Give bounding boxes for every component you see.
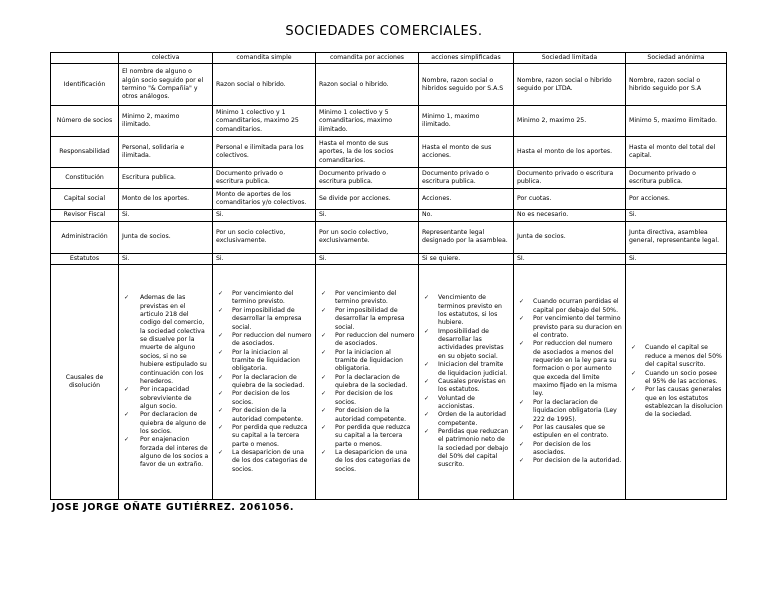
header-comandita-acciones: comandita por acciones xyxy=(316,53,419,64)
cause-item: ✓ La desaparicion de una de los dos categorias de socios. xyxy=(319,449,415,474)
row-label: Identificación xyxy=(51,64,119,106)
row-revisor-fiscal xyxy=(51,210,727,221)
table-cell: Hasta el monto de los aportes. xyxy=(514,137,626,168)
cause-item: ✓ Por decision de la autoridad competente. xyxy=(319,407,415,424)
page-title: SOCIEDADES COMERCIALES. xyxy=(285,24,483,39)
table-cell: Si. xyxy=(316,210,419,221)
table-cell: Hasta el monto de sus aportes, la de los socios comanditarios. xyxy=(316,137,419,168)
cause-item: ✓ Por enajenacion forzada del interes de alguno de los socios a favor de un extraño. xyxy=(122,436,209,469)
table-cell: Minimo 1, maximo ilimitado. xyxy=(419,106,514,137)
header-sociedad-anonima: Sociedad anónima xyxy=(626,53,727,64)
table-cell: Documento privado o escritura publica. xyxy=(626,168,727,189)
row-label: Número de socios xyxy=(51,106,119,137)
header-acciones-simplificadas: acciones simplificadas xyxy=(419,53,514,64)
causes-list xyxy=(319,290,415,474)
table-cell: Documento privado o escritura publica. xyxy=(419,168,514,189)
cause-item: ✓ La desaparicion de una de los dos categorias de socios. xyxy=(216,449,312,474)
cause-item: ✓ Cuando el capital se reduce a menos del 50% del capital suscrito. xyxy=(629,344,723,369)
row-responsabilidad xyxy=(51,137,727,168)
table-cell: Minimo 1 colectivo y 5 comanditarios, maximo ilimitado. xyxy=(316,106,419,137)
cause-item: ✓ Cuando un socio posee el 95% de las acciones. xyxy=(629,370,723,387)
causes-cell xyxy=(419,265,514,500)
cause-item: ✓ Por decision de los socios. xyxy=(216,390,312,407)
table-cell: Minimo 5, maximo ilimitado. xyxy=(626,106,727,137)
table-cell: Monto de aportes de los comanditarios y/o colectivos. xyxy=(213,189,316,210)
row-label: Estatutos xyxy=(51,253,119,264)
row-label: Revisor Fiscal xyxy=(51,210,119,221)
table-cell: Minimo 1 colectivo y 1 comanditarios, maximo 25 comanditarios. xyxy=(213,106,316,137)
table-cell: Por acciones. xyxy=(626,189,727,210)
table-cell: Se divide por acciones. xyxy=(316,189,419,210)
table-cell: Si. xyxy=(213,210,316,221)
cause-item: ✓ Por vencimiento del termino previsto. xyxy=(319,290,415,307)
header-sociedad-limitada: Sociedad limitada xyxy=(514,53,626,64)
row-label: Capital social xyxy=(51,189,119,210)
row-causales-disolucion xyxy=(51,265,727,500)
header-cell-empty xyxy=(51,53,119,64)
table-cell: El nombre de alguno o algún socio seguido por el termino "& Compañía" y otros análogos. xyxy=(119,64,213,106)
row-constitucion xyxy=(51,168,727,189)
causes-list xyxy=(629,344,723,419)
table-cell: Si. xyxy=(213,253,316,264)
table-cell: Junta de socios. xyxy=(514,221,626,253)
row-numero-socios xyxy=(51,106,727,137)
table-cell: SI. xyxy=(514,253,626,264)
cause-item: ✓ Por las causas generales que en los estatutos establezcan la disolucion de la sociedad. xyxy=(629,386,723,419)
cause-item: ✓ Por la declaracion de quiebra de la sociedad. xyxy=(216,374,312,391)
cause-item: ✓ Por la iniciacion al tramite de liquidacion obligatoria. xyxy=(319,349,415,374)
row-label: Administración xyxy=(51,221,119,253)
table-cell: Escritura publica. xyxy=(119,168,213,189)
table-cell: Documento privado o escritura publica. xyxy=(316,168,419,189)
row-identificacion xyxy=(51,64,727,106)
cause-item: ✓ Por imposibilidad de desarrollar la empresa social. xyxy=(319,307,415,332)
cause-item: ✓ Iniciacion del tramite de liquidacion judicial. xyxy=(422,361,510,378)
table-cell: Por cuotas. xyxy=(514,189,626,210)
cause-item: ✓ Ademas de las previstas en el articulo 218 del codigo del comercio, la sociedad colectiva se disuelve por la muerte de alguno socios, si no se hubiere estipulado su continuación con los herederos. xyxy=(122,294,209,386)
causes-list xyxy=(122,294,209,470)
table-cell: Nombre, razon social o hibridos seguido por S.A.S xyxy=(419,64,514,106)
cause-item: ✓ Por vencimiento del termino previsto para su duracion en el contrato. xyxy=(517,315,622,340)
comparison-table xyxy=(50,52,727,500)
cause-item: ✓ Por la declaracion de liquidacion obligatoria (Ley 222 de 1995). xyxy=(517,399,622,424)
causes-list xyxy=(216,290,312,474)
cause-item: ✓ Por reduccion del numero de asociados. xyxy=(216,332,312,349)
header-comandita-simple: comandita simple xyxy=(213,53,316,64)
table-cell: Hasta el monto de sus acciones. xyxy=(419,137,514,168)
header-colectiva: colectiva xyxy=(119,53,213,64)
cause-item: ✓ Por perdida que reduzca su capital a la tercera parte o menos. xyxy=(216,424,312,449)
table-cell: Razon social o hibrido. xyxy=(316,64,419,106)
table-cell: Si se quiere. xyxy=(419,253,514,264)
table-cell: Minimo 2, maximo ilimitado. xyxy=(119,106,213,137)
table-cell: Si. xyxy=(626,253,727,264)
causes-list xyxy=(422,294,510,470)
causes-cell xyxy=(316,265,419,500)
cause-item: ✓ Orden de la autoridad competente. xyxy=(422,411,510,428)
cause-item: ✓ Por decision de los socios. xyxy=(319,390,415,407)
table-cell: Por un socio colectivo, exclusivamente. xyxy=(213,221,316,253)
row-label: Causales de disolución xyxy=(51,265,119,500)
table-cell: Junta de socios. xyxy=(119,221,213,253)
author-signature: JOSE JORGE OÑATE GUTIÉRREZ. 2061056. xyxy=(52,502,295,513)
row-administracion xyxy=(51,221,727,253)
cause-item: ✓ Causales previstas en los estatutos. xyxy=(422,378,510,395)
table-cell: Representante legal designado por la asamblea. xyxy=(419,221,514,253)
cause-item: ✓ Por decision de la autoridad. xyxy=(517,457,622,465)
cause-item: ✓ Voluntad de accionistas. xyxy=(422,395,510,412)
causes-list xyxy=(517,298,622,465)
table-cell: Si. xyxy=(626,210,727,221)
cause-item: ✓ Vencimiento de terminos previsto en los estatutos, si los hubiere. xyxy=(422,294,510,327)
row-estatutos xyxy=(51,253,727,264)
cause-item: ✓ Por reduccion del numero de asociados a menos del requerido en la ley para su formacion o por aumento que exceda del limite maximo fijado en la misma ley. xyxy=(517,340,622,399)
row-label: Responsabilidad xyxy=(51,137,119,168)
cause-item: ✓ Por reduccion del numero de asociados. xyxy=(319,332,415,349)
cause-item: ✓ Por decision de los asociados. xyxy=(517,441,622,458)
causes-cell xyxy=(119,265,213,500)
cause-item: ✓ Por la iniciacion al tramite de liquidacion obligatoria. xyxy=(216,349,312,374)
table-cell: Personal, solidaria e ilimitada. xyxy=(119,137,213,168)
cause-item: ✓ Por la declaracion de quiebra de la sociedad. xyxy=(319,374,415,391)
cause-item: ✓ Perdidas que reduzcan el patrimonio neto de la sociedad por debajo del 50% del capital suscrito. xyxy=(422,428,510,470)
table-cell: Documento privado o escritura publica. xyxy=(514,168,626,189)
cause-item: ✓ Por incapacidad sobreviviente de algun socio. xyxy=(122,386,209,411)
causes-cell xyxy=(514,265,626,500)
cause-item: ✓ Por decision de la autoridad competente. xyxy=(216,407,312,424)
table-cell: Razon social o hibrido. xyxy=(213,64,316,106)
table-cell: Monto de los aportes. xyxy=(119,189,213,210)
cause-item: ✓ Por perdida que reduzca su capital a la tercera parte o menos. xyxy=(319,424,415,449)
causes-cell xyxy=(213,265,316,500)
table-cell: Hasta el monto del total del capital. xyxy=(626,137,727,168)
table-cell: Documento privado o escritura publica. xyxy=(213,168,316,189)
table-cell: Nombre, razon social o hibrido seguido por S.A xyxy=(626,64,727,106)
table-cell: No es necesario. xyxy=(514,210,626,221)
causes-cell xyxy=(626,265,727,500)
cause-item: ✓ Por imposibilidad de desarrollar la empresa social. xyxy=(216,307,312,332)
cause-item: ✓ Por las causales que se estipulen en el contrato. xyxy=(517,424,622,441)
table-cell: Minimo 2, maximo 25. xyxy=(514,106,626,137)
table-cell: No. xyxy=(419,210,514,221)
cause-item: ✓ Cuando ocurran perdidas el capital por debajo del 50%. xyxy=(517,298,622,315)
cause-item: ✓ Por vencimiento del termino previsto. xyxy=(216,290,312,307)
header-row xyxy=(51,53,727,64)
table-cell: Si. xyxy=(316,253,419,264)
row-capital-social xyxy=(51,189,727,210)
table-cell: Si. xyxy=(119,210,213,221)
cause-item: ✓ Por declaracion de quiebra de alguno de los socios. xyxy=(122,411,209,436)
table-cell: Junta directiva, asamblea general, representante legal. xyxy=(626,221,727,253)
table-cell: Nombre, razon social o hibrido seguido por LTDA. xyxy=(514,64,626,106)
row-label: Constitución xyxy=(51,168,119,189)
table-cell: Por un socio colectivo, exclusivamente. xyxy=(316,221,419,253)
table-cell: Acciones. xyxy=(419,189,514,210)
table-cell: Personal e ilimitada para los colectivos. xyxy=(213,137,316,168)
table-cell: Si. xyxy=(119,253,213,264)
cause-item: ✓ Imposibilidad de desarrollar las actividades previstas en su objeto social. xyxy=(422,328,510,361)
